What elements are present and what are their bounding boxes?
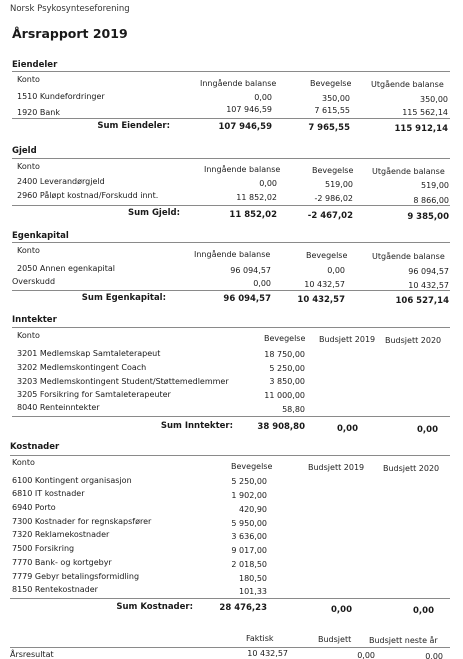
sum-budsjett-2019: 0,00 bbox=[337, 424, 358, 434]
section-divider bbox=[12, 242, 450, 243]
sum-divider bbox=[12, 416, 450, 417]
sum-divider bbox=[10, 598, 450, 599]
column-header-budsjett-2020: Budsjett 2020 bbox=[383, 464, 440, 473]
table-row-label: 1510 Kundefordringer bbox=[17, 92, 105, 101]
column-header-budsjett-2019: Budsjett 2019 bbox=[308, 463, 365, 472]
column-header-utgaende: Utgående balanse bbox=[371, 80, 444, 89]
sum-label: Sum Egenkapital: bbox=[81, 293, 166, 303]
table-cell-inngaende: 0,00 bbox=[253, 279, 271, 288]
column-header-bevegelse: Bevegelse bbox=[264, 334, 306, 343]
column-header-budsjett-neste-ar: Budsjett neste år bbox=[369, 636, 438, 645]
section-divider bbox=[12, 71, 450, 72]
table-cell-utgaende: 350,00 bbox=[420, 95, 448, 104]
sum-bevegelse: 38 908,80 bbox=[257, 422, 305, 432]
result-budsjett: 0,00 bbox=[357, 651, 375, 659]
sum-bevegelse: 28 476,23 bbox=[219, 603, 267, 613]
table-cell-utgaende: 8 866,00 bbox=[413, 196, 449, 205]
table-cell-bevegelse: 1 902,00 bbox=[231, 491, 267, 500]
sum-bevegelse: 10 432,57 bbox=[297, 295, 345, 305]
table-row-label: 2960 Påløpt kostnad/Forskudd innt. bbox=[17, 191, 159, 200]
sum-budsjett-2020: 0,00 bbox=[417, 425, 438, 435]
table-cell-inngaende: 0,00 bbox=[259, 179, 277, 188]
table-cell-bevegelse: -2 986,02 bbox=[314, 194, 353, 203]
section-heading-inntekter: Inntekter bbox=[12, 315, 57, 325]
table-row-label: 3203 Medlemskontingent Student/Støttemedlemmer bbox=[17, 377, 229, 386]
table-cell-bevegelse: 5 950,00 bbox=[231, 519, 267, 528]
column-header-inngaende: Inngående balanse bbox=[194, 250, 271, 259]
sum-label: Sum Eiendeler: bbox=[97, 121, 170, 131]
column-header-faktisk: Faktisk bbox=[246, 634, 274, 643]
table-row-label: 7779 Gebyr betalingsformidling bbox=[12, 572, 140, 581]
table-cell-bevegelse: 10 432,57 bbox=[304, 280, 345, 289]
table-cell-inngaende: 107 946,59 bbox=[226, 105, 272, 114]
table-cell-bevegelse: 420,90 bbox=[239, 505, 267, 514]
table-cell-bevegelse: 101,33 bbox=[239, 587, 267, 596]
section-heading-egenkapital: Egenkapital bbox=[12, 231, 69, 241]
table-row-label: 6810 IT kostnader bbox=[12, 489, 85, 498]
table-cell-bevegelse: 5 250,00 bbox=[269, 364, 305, 373]
table-cell-bevegelse: 350,00 bbox=[322, 94, 350, 103]
table-row-label: 3205 Forsikring for Samtaleterapeuter bbox=[17, 390, 171, 399]
sum-budsjett-2019: 0,00 bbox=[331, 605, 352, 615]
column-header-budsjett: Budsjett bbox=[318, 635, 352, 644]
section-divider bbox=[10, 455, 450, 456]
table-row-label: 7320 Reklamekostnader bbox=[12, 530, 110, 539]
table-cell-bevegelse: 9 017,00 bbox=[231, 546, 267, 555]
column-header-bevegelse: Bevegelse bbox=[312, 166, 354, 175]
table-cell-bevegelse: 0,00 bbox=[327, 266, 345, 275]
column-header-utgaende: Utgående balanse bbox=[372, 252, 445, 261]
table-row-label: 6100 Kontingent organisasjon bbox=[12, 476, 132, 485]
column-header-budsjett-2019: Budsjett 2019 bbox=[319, 335, 376, 344]
table-row-label: 3202 Medlemskontingent Coach bbox=[17, 363, 147, 372]
table-row-label: Overskudd bbox=[12, 277, 56, 286]
page-title: Årsrapport 2019 bbox=[12, 26, 128, 41]
column-header-konto: Konto bbox=[12, 458, 35, 467]
sum-label: Sum Kostnader: bbox=[116, 602, 193, 612]
table-cell-bevegelse: 58,80 bbox=[282, 405, 305, 414]
sum-label: Sum Inntekter: bbox=[160, 421, 233, 431]
table-cell-inngaende: 11 852,02 bbox=[236, 193, 277, 202]
organization-name: Norsk Psykosynteseforening bbox=[10, 4, 130, 14]
sum-inngaende: 96 094,57 bbox=[223, 294, 271, 304]
table-cell-bevegelse: 18 750,00 bbox=[264, 350, 305, 359]
table-row-label: 3201 Medlemskap Samtaleterapeut bbox=[17, 349, 161, 358]
sum-budsjett-2020: 0,00 bbox=[413, 606, 434, 616]
column-header-konto: Konto bbox=[17, 246, 40, 255]
table-cell-utgaende: 519,00 bbox=[421, 181, 449, 190]
table-cell-bevegelse: 3 850,00 bbox=[269, 377, 305, 386]
table-row-label: 2050 Annen egenkapital bbox=[17, 264, 115, 273]
table-row-label: 7300 Kostnader for regnskapsfører bbox=[12, 517, 152, 526]
sum-utgaende: 9 385,00 bbox=[407, 212, 449, 222]
sum-divider bbox=[12, 290, 450, 291]
result-faktisk: 10 432,57 bbox=[247, 649, 288, 658]
table-row-label: 6940 Porto bbox=[12, 503, 56, 512]
column-header-konto: Konto bbox=[17, 331, 40, 340]
table-cell-bevegelse: 5 250,00 bbox=[231, 477, 267, 486]
column-header-budsjett-2020: Budsjett 2020 bbox=[385, 336, 442, 345]
sum-inngaende: 107 946,59 bbox=[218, 122, 272, 132]
table-cell-inngaende: 96 094,57 bbox=[230, 266, 271, 275]
table-row-label: 8150 Rentekostnader bbox=[12, 585, 98, 594]
section-heading-eiendeler: Eiendeler bbox=[12, 60, 58, 70]
table-cell-utgaende: 115 562,14 bbox=[402, 108, 448, 117]
column-header-bevegelse: Bevegelse bbox=[231, 462, 273, 471]
column-header-konto: Konto bbox=[17, 162, 40, 171]
section-heading-gjeld: Gjeld bbox=[12, 146, 37, 156]
table-cell-bevegelse: 519,00 bbox=[325, 180, 353, 189]
column-header-bevegelse: Bevegelse bbox=[310, 79, 352, 88]
result-values-clipped bbox=[230, 647, 463, 659]
table-cell-bevegelse: 3 636,00 bbox=[231, 532, 267, 541]
table-cell-utgaende: 10 432,57 bbox=[408, 281, 449, 290]
result-budsjett-neste-ar: 0,00 bbox=[425, 652, 443, 659]
table-cell-bevegelse: 180,50 bbox=[239, 574, 267, 583]
column-header-konto: Konto bbox=[17, 75, 40, 84]
column-header-utgaende: Utgående balanse bbox=[372, 167, 445, 176]
sum-utgaende: 115 912,14 bbox=[394, 124, 448, 134]
sum-divider bbox=[12, 118, 450, 119]
table-cell-bevegelse: 7 615,55 bbox=[314, 106, 350, 115]
result-label: Årsresultat bbox=[10, 650, 54, 659]
sum-bevegelse: -2 467,02 bbox=[307, 211, 353, 221]
table-cell-bevegelse: 2 018,50 bbox=[231, 560, 267, 569]
column-header-inngaende: Inngående balanse bbox=[200, 79, 277, 88]
sum-divider bbox=[12, 205, 450, 206]
table-row-label: 7770 Bank- og kortgebyr bbox=[12, 558, 112, 567]
table-row-label: 1920 Bank bbox=[17, 108, 60, 116]
sum-bevegelse: 7 965,55 bbox=[308, 123, 350, 133]
column-header-inngaende: Inngående balanse bbox=[204, 165, 281, 174]
table-cell-bevegelse: 11 000,00 bbox=[264, 391, 305, 400]
sum-label: Sum Gjeld: bbox=[127, 208, 180, 218]
sum-inngaende: 11 852,02 bbox=[229, 210, 277, 220]
table-cell-inngaende: 0,00 bbox=[254, 93, 272, 102]
column-header-bevegelse: Bevegelse bbox=[306, 251, 348, 260]
section-divider bbox=[12, 158, 450, 159]
table-row-label: 2400 Leverandørgjeld bbox=[17, 177, 105, 186]
table-row-label: 8040 Renteinntekter bbox=[17, 403, 100, 412]
section-heading-kostnader: Kostnader bbox=[10, 442, 60, 452]
sum-utgaende: 106 527,14 bbox=[395, 296, 449, 306]
table-cell-utgaende: 96 094,57 bbox=[408, 267, 449, 276]
table-row-label: 7500 Forsikring bbox=[12, 544, 75, 553]
section-divider bbox=[12, 327, 450, 328]
